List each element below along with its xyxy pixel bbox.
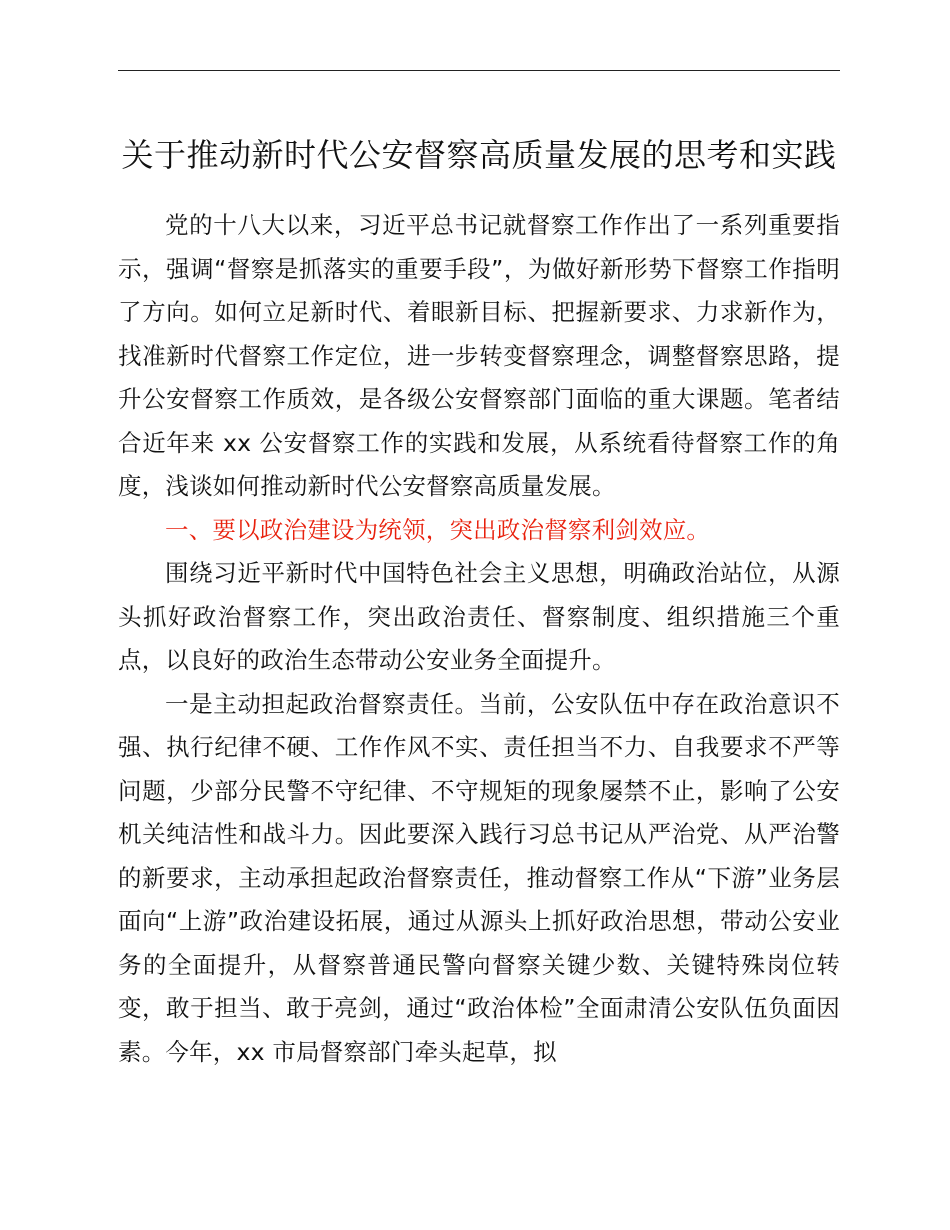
header-rule [118, 70, 840, 71]
section-1-intro-paragraph: 围绕习近平新时代中国特色社会主义思想，明确政治站位，从源头抓好政治督察工作，突出政治责任、督察制度、组织措施三个重点，以良好的政治生态带动公安业务全面提升。 [118, 559, 840, 674]
intro-paragraph: 党的十八大以来，习近平总书记就督察工作作出了一系列重要指示，强调“督察是抓落实的重要手段”，为做好新形势下督察工作指明了方向。如何立足新时代、着眼新目标、把握新要求、力求新作为，找准新时代督察工作定位，进一步转变督察理念，调整督察思路，提升公安督察工作质效，是各级公安督察部门面临的重大课题。笔者结合近年来 xx 公安督察工作的实践和发展，从系统看待督察工作的角度，浅谈如何推动新时代公安督察高质量发展。 [118, 211, 840, 500]
section-1-point-1-paragraph: 一是主动担起政治督察责任。当前，公安队伍中存在政治意识不强、执行纪律不硬、工作作风不实、责任担当不力、自我要求不严等问题，少部分民警不守纪律、不守规矩的现象屡禁不止，影响了公安机关纯洁性和战斗力。因此要深入践行习总书记从严治党、从严治警的新要求，主动承担起政治督察责任，推动督察工作从“下游”业务层面向“上游”政治建设拓展，通过从源头上抓好政治思想，带动公安业务的全面提升，从督察普通民警向督察关键少数、关键特殊岗位转变，敢于担当、敢于亮剑，通过“政治体检”全面肃清公安队伍负面因素。今年，xx 市局督察部门牵头起草，拟 [118, 689, 840, 1066]
document-title: 关于推动新时代公安督察高质量发展的思考和实践 [121, 136, 837, 174]
document-page [118, 132, 840, 1074]
section-heading-1: 一、要以政治建设为统领，突出政治督察利剑效应。 [165, 515, 711, 544]
